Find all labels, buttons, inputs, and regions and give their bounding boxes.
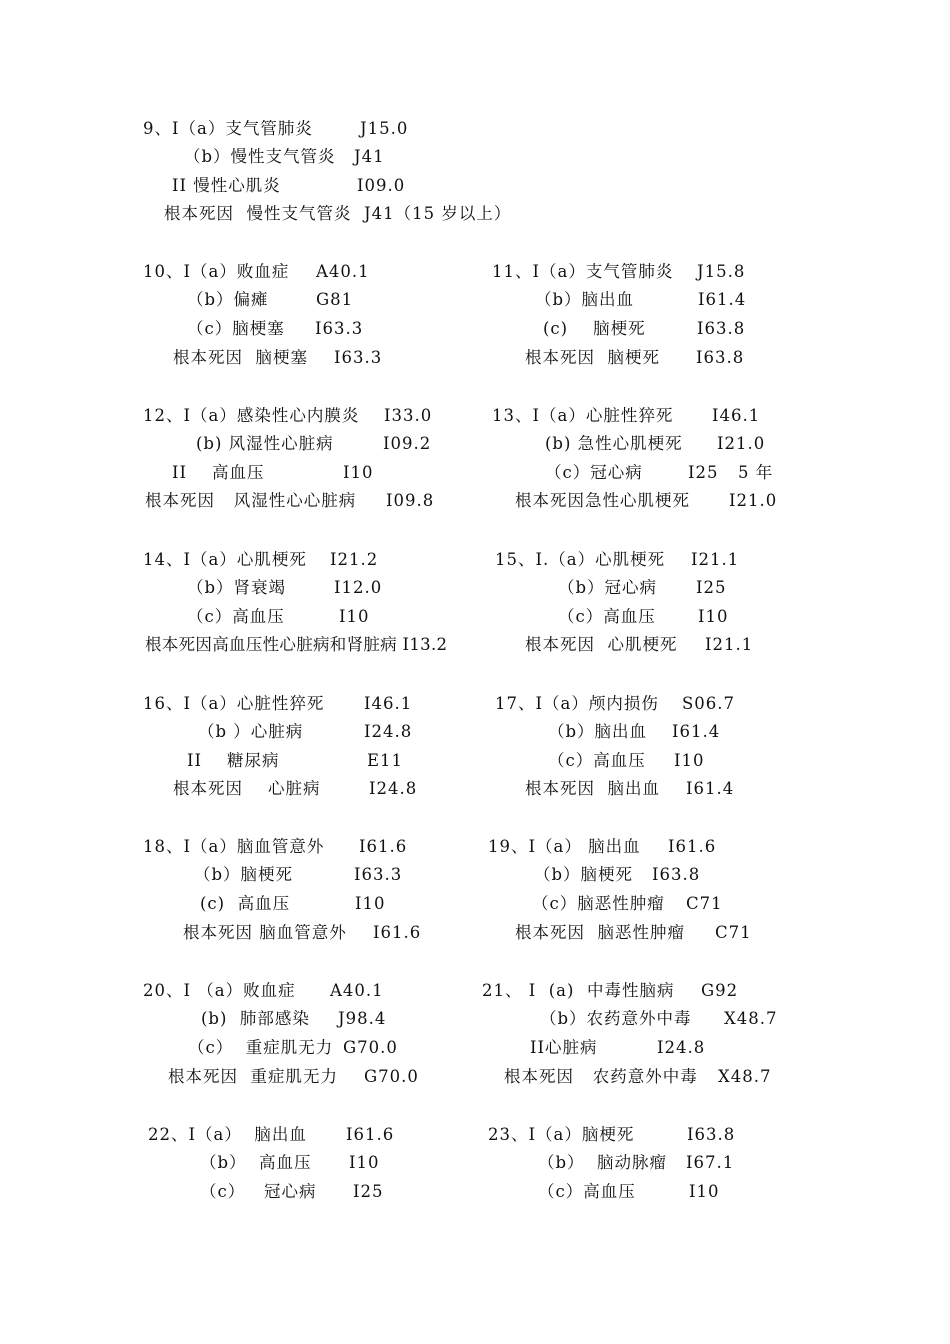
entry-18-line-3: (c) 高血压 I10: [200, 894, 386, 913]
entry-21-line-2: （b）农药意外中毒 X48.7: [540, 1009, 778, 1028]
entry-22-line-3: （c） 冠心病 I25: [200, 1182, 384, 1201]
entry-15-line-2: （b）冠心病 I25: [558, 578, 727, 597]
entry-16-line-4: 根本死因 心脏病 I24.8: [173, 779, 418, 798]
entry-23-line-2: （b） 脑动脉瘤 I67.1: [538, 1153, 735, 1172]
entry-12-line-1: 12、I（a）感染性心内膜炎 I33.0: [143, 406, 433, 425]
entry-13-line-3: （c）冠心病 I25 5 年: [545, 463, 774, 482]
entry-15-line-4: 根本死因 心肌梗死 I21.1: [525, 635, 754, 654]
entry-13-line-4: 根本死因急性心肌梗死 I21.0: [515, 491, 778, 510]
entry-17-line-4: 根本死因 脑出血 I61.4: [525, 779, 735, 798]
entry-10-line-1: 10、I（a）败血症 A40.1: [143, 262, 370, 281]
entry-9-line-3: II 慢性心肌炎 I09.0: [172, 176, 406, 195]
entry-14-line-1: 14、I（a）心肌梗死 I21.2: [143, 550, 379, 569]
entry-21-line-1: 21、 I (a) 中毒性脑病 G92: [482, 981, 739, 1000]
entry-16-line-3: II 糖尿病 E11: [187, 751, 404, 770]
entry-15-line-3: （c）高血压 I10: [558, 607, 729, 626]
entry-9-line-4: 根本死因 慢性支气管炎 J41（15 岁以上）: [164, 204, 512, 223]
entry-10-line-3: （c）脑梗塞 I63.3: [187, 319, 364, 338]
entry-22-line-2: （b） 高血压 I10: [200, 1153, 380, 1172]
entry-18-line-2: （b）脑梗死 I63.3: [194, 865, 403, 884]
entry-21-line-3: II心脏病 I24.8: [530, 1038, 706, 1057]
entry-20-line-3: （c） 重症肌无力 G70.0: [188, 1038, 398, 1057]
entry-10-line-4: 根本死因 脑梗塞 I63.3: [173, 348, 383, 367]
entry-19-line-1: 19、I（a） 脑出血 I61.6: [488, 837, 717, 856]
entry-12-line-4: 根本死因 风湿性心心脏病 I09.8: [145, 491, 435, 510]
entry-19-line-3: （c）脑恶性肿瘤 C71: [532, 894, 723, 913]
entry-11-line-3: (c) 脑梗死 I63.8: [543, 319, 746, 338]
entry-23-line-3: （c）高血压 I10: [538, 1182, 720, 1201]
entry-16-line-1: 16、I（a）心脏性猝死 I46.1: [143, 694, 413, 713]
entry-17-line-2: （b）脑出血 I61.4: [548, 722, 721, 741]
entry-18-line-4: 根本死因 脑血管意外 I61.6: [183, 923, 422, 942]
entry-12-line-3: II 高血压 I10: [172, 463, 374, 482]
entry-10-line-2: （b）偏瘫 G81: [187, 290, 354, 309]
entry-20-line-1: 20、I （a）败血症 A40.1: [143, 981, 384, 1000]
entry-14-line-2: （b）肾衰竭 I12.0: [187, 578, 383, 597]
entry-11-line-2: （b）脑出血 I61.4: [535, 290, 747, 309]
entry-13-line-1: 13、I（a）心脏性猝死 I46.1: [492, 406, 761, 425]
entry-13-line-2: (b) 急性心肌梗死 I21.0: [545, 434, 766, 453]
entry-19-line-2: （b）脑梗死 I63.8: [534, 865, 701, 884]
entry-16-line-2: （b ）心脏病 I24.8: [198, 722, 413, 741]
entry-19-line-4: 根本死因 脑恶性肿瘤 C71: [515, 923, 752, 942]
entry-12-line-2: (b) 风湿性心脏病 I09.2: [196, 434, 432, 453]
entry-15-line-1: 15、I.（a）心肌梗死 I21.1: [495, 550, 740, 569]
entry-23-line-1: 23、I（a）脑梗死 I63.8: [488, 1125, 736, 1144]
entry-18-line-1: 18、I（a）脑血管意外 I61.6: [143, 837, 408, 856]
entry-9-line-2: （b）慢性支气管炎 J41: [184, 147, 385, 166]
entry-20-line-4: 根本死因 重症肌无力 G70.0: [168, 1067, 419, 1086]
entry-9-line-1: 9、I（a）支气管肺炎 J15.0: [143, 119, 409, 138]
entry-11-line-4: 根本死因 脑梗死 I63.8: [525, 348, 745, 367]
entry-17-line-3: （c）高血压 I10: [548, 751, 705, 770]
entry-20-line-2: (b) 肺部感染 J98.4: [201, 1009, 387, 1028]
entry-17-line-1: 17、I（a）颅内损伤 S06.7: [495, 694, 736, 713]
entry-14-line-4: 根本死因高血压性心脏病和肾脏病 I13.2: [145, 635, 448, 654]
entry-21-line-4: 根本死因 农药意外中毒 X48.7: [504, 1067, 772, 1086]
entry-22-line-1: 22、I（a） 脑出血 I61.6: [148, 1125, 395, 1144]
entry-14-line-3: （c）高血压 I10: [187, 607, 370, 626]
entry-11-line-1: 11、I（a）支气管肺炎 J15.8: [492, 262, 746, 281]
